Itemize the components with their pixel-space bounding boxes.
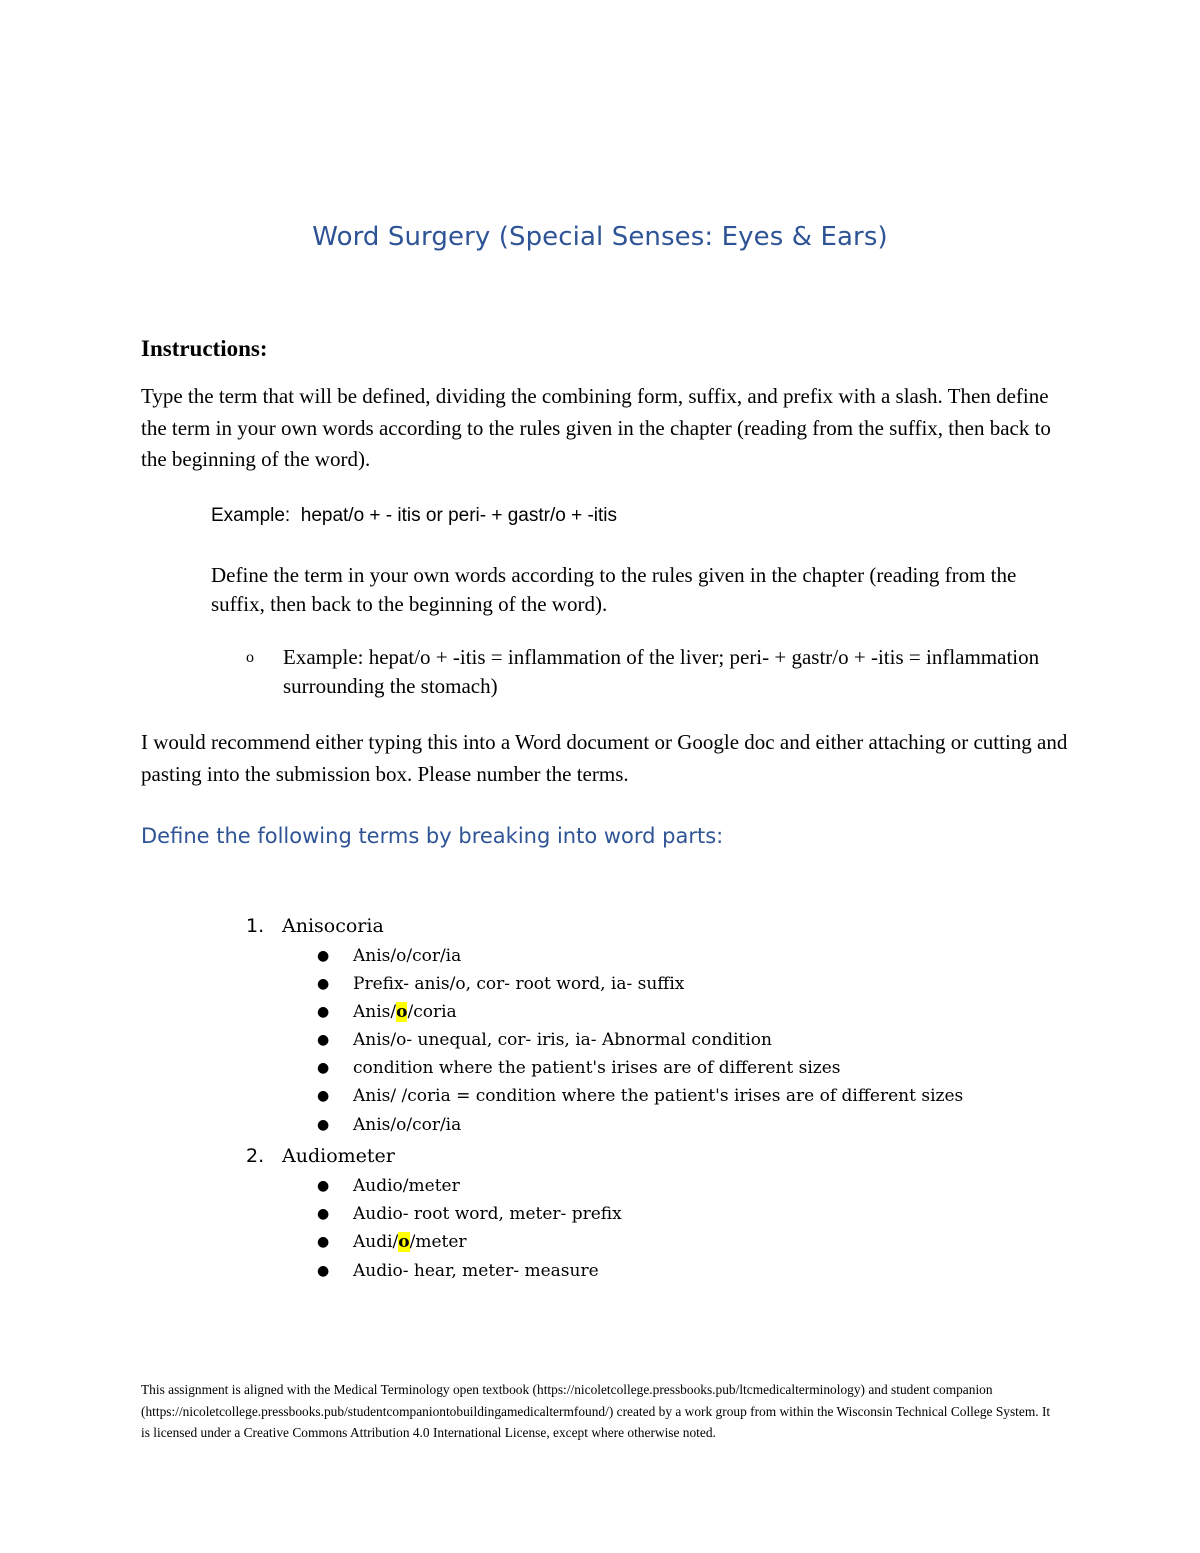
- list-item: [317, 1172, 460, 1200]
- list-item: [317, 1257, 599, 1285]
- bullet-text: condition where the patient's irises are of different sizes: [353, 1058, 841, 1078]
- bullet-text: Audio- root word, meter- prefix: [353, 1204, 622, 1224]
- highlighted-letter: o: [398, 1232, 410, 1252]
- bullet-text: Anis/: [353, 1002, 397, 1022]
- instructions-paragraph: Type the term that will be defined, dividing the combining form, suffix, and prefix with a slash. Then define the term in your own words according to the rules given in the chapter (reading from the suffix, then back to the beginning of the word).: [141, 384, 1051, 471]
- bullet-text: /meter: [409, 1232, 467, 1252]
- term-item: [246, 911, 384, 940]
- example-line: Example: hepat/o + - itis or peri- + gastr/o + -itis: [211, 505, 618, 526]
- list-item: [317, 1026, 772, 1054]
- define-paragraph: Define the term in your own words according to the rules given in the chapter (reading from the suffix, then back to the beginning of the word).: [211, 563, 1017, 616]
- bullet-dot-icon: ●: [317, 1206, 330, 1222]
- bullet-dot-icon: ●: [317, 1178, 330, 1194]
- term-name: Anisocoria: [282, 915, 384, 937]
- bullet-text: Anis/o- unequal, cor- iris, ia- Abnormal condition: [353, 1030, 772, 1050]
- bullet-text: Audio/meter: [353, 1176, 460, 1196]
- list-item: [317, 1054, 841, 1082]
- bullet-dot-icon: ●: [317, 1004, 330, 1020]
- bullet-text: Audio- hear, meter- measure: [353, 1261, 599, 1281]
- list-item: [317, 1228, 467, 1256]
- bullet-dot-icon: ●: [317, 948, 330, 964]
- term-name: Audiometer: [282, 1145, 395, 1167]
- bullet-dot-icon: ●: [317, 976, 330, 992]
- instructions-heading: Instructions:: [141, 336, 268, 361]
- list-item: [317, 1111, 461, 1139]
- license-footer: This assignment is aligned with the Medical Terminology open textbook (https://nicoletcollege.pressbooks.pub/ltcmedicalterminology) and student companion (https://nicoletcollege.pressbooks.pub/studentcompaniontobuildingamedicaltermfound/) created by a work group from within the Wisconsin Technical College System. It is licensed under a Creative Commons Attribution 4.0 International License, except where otherwise noted.: [141, 1382, 1051, 1440]
- bullet-dot-icon: ●: [317, 1234, 330, 1250]
- bullet-text: /coria: [407, 1002, 457, 1022]
- bullet-dot-icon: ●: [317, 1117, 330, 1133]
- recommend-paragraph: I would recommend either typing this into a Word document or Google doc and either attaching or cutting and pasting into the submission box. Please number the terms.: [141, 730, 1068, 786]
- sub-example-text: Example: hepat/o + -itis = inflammation of the liver; peri- + gastr/o + -itis = inflammation surrounding the stomach): [283, 645, 1040, 698]
- bullet-text: Anis/o/cor/ia: [353, 1115, 462, 1135]
- document-title: Word Surgery (Special Senses: Eyes & Ears): [312, 222, 888, 252]
- list-item: [317, 998, 457, 1026]
- list-item: [317, 970, 684, 998]
- bullet-text: Audi/: [353, 1232, 399, 1252]
- bullet-dot-icon: ●: [317, 1263, 330, 1279]
- sub-bullet-marker: o: [246, 649, 254, 666]
- term-number: 2.: [246, 1145, 265, 1167]
- term-item: [246, 1141, 395, 1170]
- list-item: [317, 1200, 622, 1228]
- bullet-dot-icon: ●: [317, 1060, 330, 1076]
- bullet-dot-icon: ●: [317, 1088, 330, 1104]
- term-number: 1.: [246, 915, 265, 937]
- list-item: [317, 942, 461, 970]
- list-item: [317, 1082, 963, 1110]
- bullet-text: Anis/ /coria = condition where the patient's irises are of different sizes: [353, 1086, 964, 1106]
- bullet-text: Prefix- anis/o, cor- root word, ia- suffix: [353, 974, 685, 994]
- bullet-text: Anis/o/cor/ia: [353, 946, 462, 966]
- bullet-dot-icon: ●: [317, 1032, 330, 1048]
- section-heading: Define the following terms by breaking into word parts:: [141, 824, 724, 848]
- highlighted-letter: o: [396, 1002, 408, 1022]
